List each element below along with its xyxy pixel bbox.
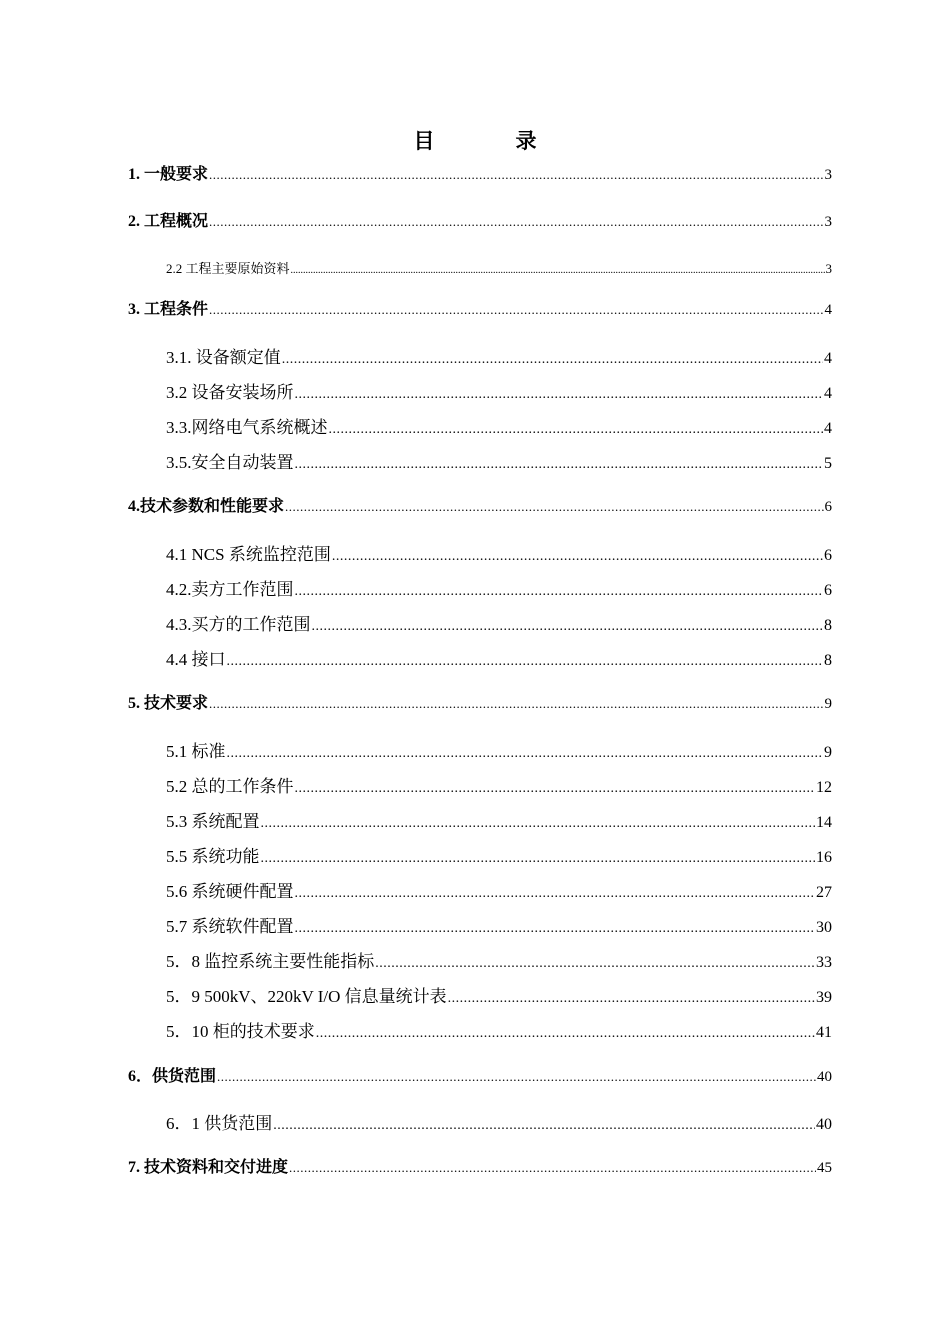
toc-entry[interactable] — [166, 1113, 832, 1137]
toc-page-number: 33 — [816, 954, 832, 971]
dot-leader — [227, 651, 824, 673]
toc-entry[interactable] — [166, 776, 832, 800]
dot-leader — [273, 1115, 815, 1137]
toc-page-number: 4 — [824, 302, 832, 318]
toc-page-number: 30 — [816, 919, 832, 936]
toc-entry-label: 5.6 系统硬件配置 — [166, 882, 294, 901]
dot-leader — [295, 581, 824, 603]
toc-page-number: 5 — [824, 455, 832, 472]
toc-page-number: 6 — [824, 547, 832, 564]
dot-leader — [448, 988, 815, 1010]
toc-entry-label: 2.2 工程主要原始资料 — [166, 261, 290, 276]
toc-entry-label: 3.2 设备安装场所 — [166, 383, 294, 402]
toc-entry[interactable] — [166, 649, 832, 673]
toc-page-number: 12 — [816, 779, 832, 796]
toc-page-number: 16 — [816, 849, 832, 866]
dot-leader — [261, 848, 816, 870]
dot-leader — [329, 419, 824, 441]
dot-leader — [209, 299, 823, 321]
toc-page-number: 14 — [816, 814, 832, 831]
toc-entry-label: 3.5.安全自动装置 — [166, 453, 294, 472]
dot-leader — [295, 384, 824, 406]
dot-leader — [316, 1023, 815, 1045]
toc-entry[interactable] — [166, 382, 832, 406]
toc-page-number: 4 — [824, 350, 832, 367]
toc-entry-label: 5.2 总的工作条件 — [166, 777, 294, 796]
dot-leader — [282, 349, 823, 371]
toc-page-number: 3 — [825, 261, 832, 276]
dot-leader — [209, 164, 823, 186]
toc-entry-label: 2. 工程概况 — [128, 213, 209, 230]
toc-entry[interactable] — [128, 1066, 832, 1088]
dot-leader — [295, 454, 824, 476]
dot-leader — [285, 496, 823, 518]
toc-title: 目 录 — [413, 129, 567, 153]
toc-entry-label: 4.1 NCS 系统监控范围 — [166, 545, 331, 564]
toc-page-number: 8 — [824, 652, 832, 669]
dot-leader — [295, 778, 816, 800]
toc-entry-label: 3. 工程条件 — [128, 301, 209, 318]
toc-entry[interactable] — [166, 986, 832, 1010]
toc-page-number: 9 — [824, 696, 832, 712]
toc-entry[interactable] — [128, 299, 832, 321]
toc-page-number: 45 — [817, 1160, 832, 1176]
toc-entry-label: 5．8 监控系统主要性能指标 — [166, 952, 375, 971]
toc-page-number: 4 — [824, 385, 832, 402]
dot-leader — [332, 546, 823, 568]
toc-entry[interactable] — [166, 951, 832, 975]
dot-leader — [209, 693, 823, 715]
dot-leader — [209, 211, 823, 233]
toc-entry[interactable] — [166, 846, 832, 870]
toc-entry-label: 5.3 系统配置 — [166, 812, 260, 831]
toc-entry-label: 4.技术参数和性能要求 — [128, 498, 285, 515]
toc-entry[interactable] — [166, 347, 832, 371]
toc-entry-label: 5.1 标准 — [166, 742, 226, 761]
toc-entry-label: 4.2.卖方工作范围 — [166, 580, 294, 599]
toc-page-number: 6 — [824, 582, 832, 599]
toc-entry[interactable] — [166, 811, 832, 835]
dot-leader — [227, 743, 824, 765]
toc-entry[interactable] — [128, 1157, 832, 1179]
toc-page-number: 40 — [817, 1069, 832, 1085]
toc-entry-label: 6．供货范围 — [128, 1068, 217, 1085]
toc-entry[interactable] — [166, 741, 832, 765]
toc-entry[interactable] — [128, 496, 832, 518]
toc-page-number: 39 — [816, 989, 832, 1006]
toc-page-number: 27 — [816, 884, 832, 901]
toc-entry[interactable] — [166, 579, 832, 603]
toc-entry[interactable] — [166, 1021, 832, 1045]
dot-leader — [261, 813, 816, 835]
toc-entry[interactable] — [166, 417, 832, 441]
dot-leader — [295, 918, 816, 940]
toc-entry-label: 3.1. 设备额定值 — [166, 348, 281, 367]
toc-entry[interactable] — [128, 211, 832, 233]
dot-leader — [295, 883, 816, 905]
toc-entry[interactable] — [128, 164, 832, 186]
toc-page-number: 8 — [824, 617, 832, 634]
toc-entry[interactable] — [166, 544, 832, 568]
dot-leader — [289, 1157, 816, 1179]
toc-entry-label: 4.3.买方的工作范围 — [166, 615, 311, 634]
toc-entry-label: 4.4 接口 — [166, 650, 226, 669]
dot-leader — [291, 260, 825, 282]
dot-leader — [217, 1066, 816, 1088]
toc-entry-label: 5.5 系统功能 — [166, 847, 260, 866]
toc-entry[interactable] — [166, 452, 832, 476]
toc-page-number: 3 — [824, 167, 832, 183]
dot-leader — [375, 953, 815, 975]
toc-entry[interactable] — [166, 916, 832, 940]
toc-entry-label: 5. 技术要求 — [128, 695, 209, 712]
toc-page-number: 41 — [816, 1024, 832, 1041]
toc-entry-label: 5.7 系统软件配置 — [166, 917, 294, 936]
toc-entry-label: 3.3.网络电气系统概述 — [166, 418, 328, 437]
toc-entry-label: 6．1 供货范围 — [166, 1114, 273, 1133]
toc-page-number: 6 — [824, 499, 832, 515]
toc-page-number: 9 — [824, 744, 832, 761]
toc-entry[interactable] — [166, 258, 832, 282]
toc-entry[interactable] — [128, 693, 832, 715]
toc-page-number: 4 — [824, 420, 832, 437]
toc-page-number: 40 — [816, 1116, 832, 1133]
toc-entry-label: 1. 一般要求 — [128, 166, 209, 183]
toc-page-number: 3 — [824, 214, 832, 230]
toc-entry-label: 5．10 柜的技术要求 — [166, 1022, 315, 1041]
toc-entry[interactable] — [166, 881, 832, 905]
toc-entry-label: 5．9 500kV、220kV I/O 信息量统计表 — [166, 987, 447, 1006]
dot-leader — [312, 616, 824, 638]
toc-entry-label: 7. 技术资料和交付进度 — [128, 1159, 289, 1176]
toc-entry[interactable] — [166, 614, 832, 638]
